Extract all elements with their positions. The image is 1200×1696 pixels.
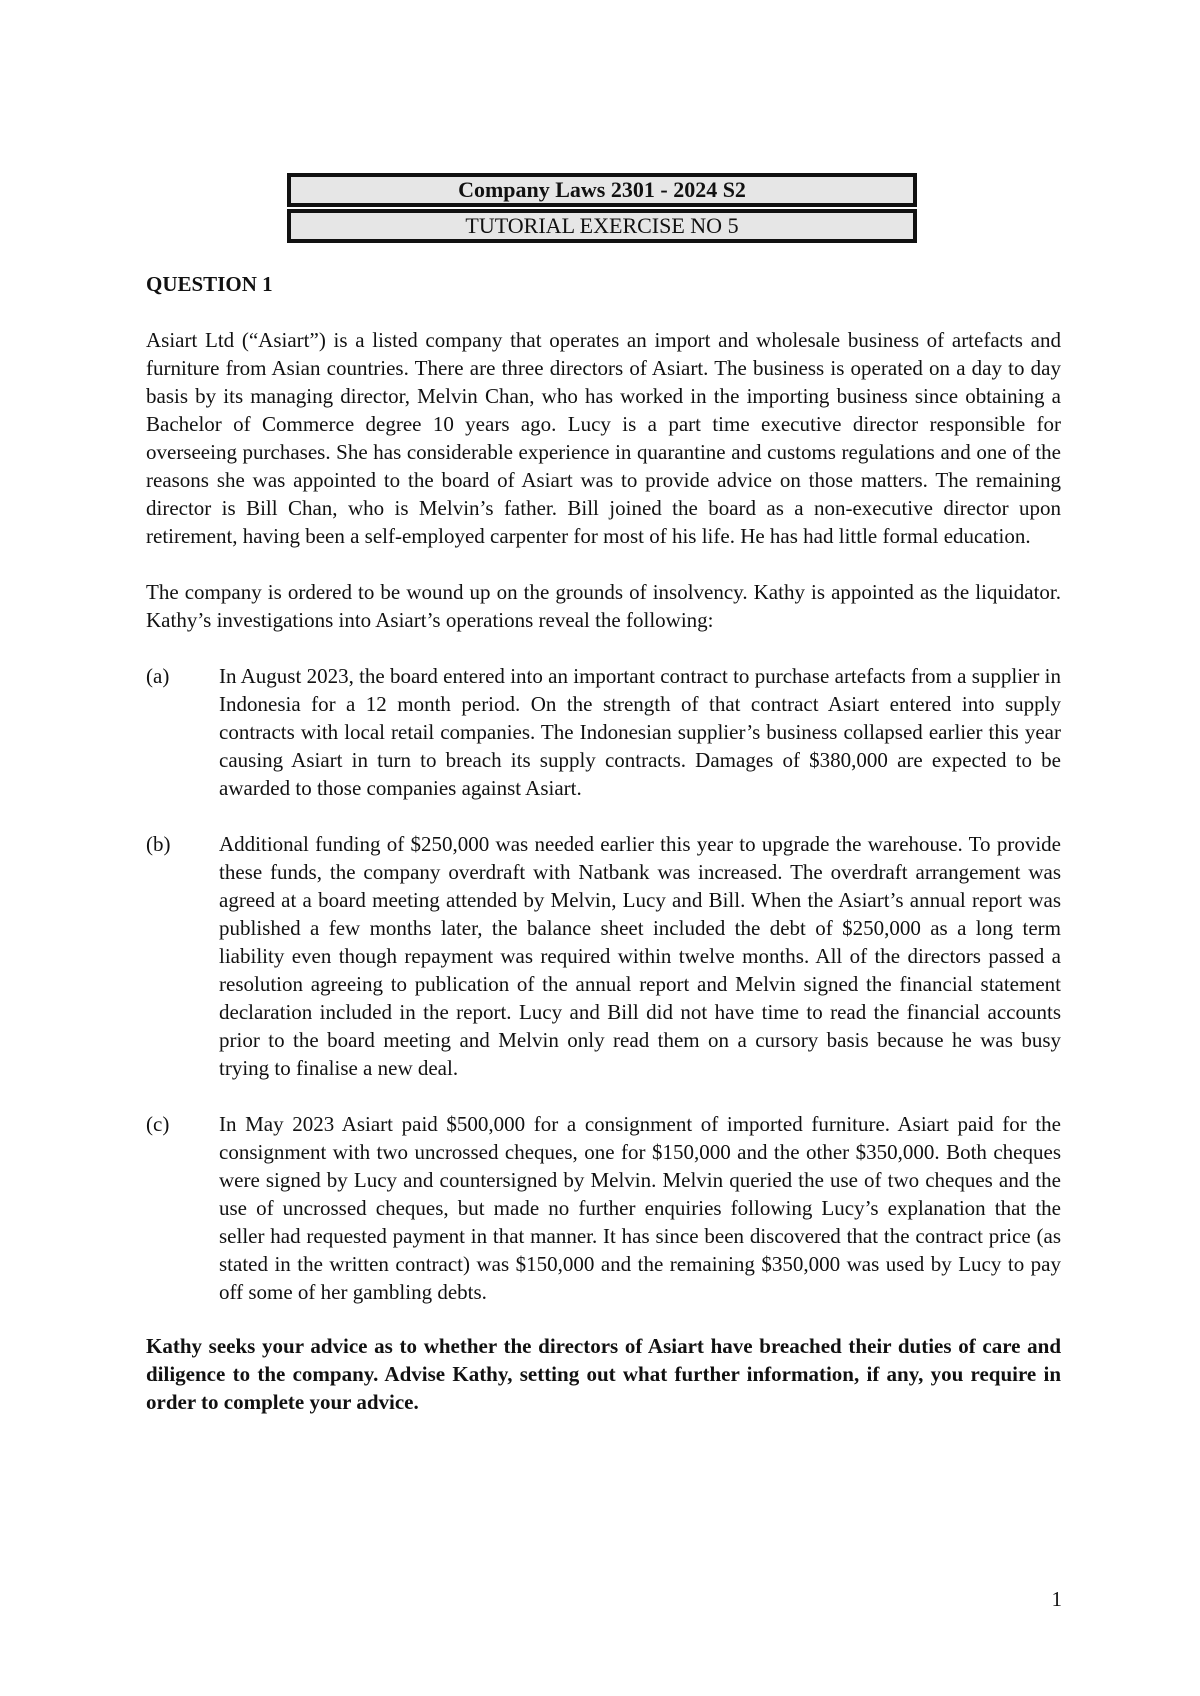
list-item xyxy=(146,830,1061,1082)
closing-instruction: Kathy seeks your advice as to whether the directors of Asiart have breached their duties of care and diligence to the company. Advise Kathy, setting out what further information, if any, you require in order to complete your advice. xyxy=(146,1334,1061,1414)
course-title: Company Laws 2301 - 2024 S2 xyxy=(287,173,917,207)
item-label: (c) xyxy=(146,1112,170,1136)
page-number: 1 xyxy=(1051,1587,1062,1611)
exercise-title: TUTORIAL EXERCISE NO 5 xyxy=(287,209,917,243)
context-paragraph: The company is ordered to be wound up on the grounds of insolvency. Kathy is appointed as the liquidator. Kathy’s investigations into Asiart’s operations reveal the following: xyxy=(146,580,1061,632)
intro-paragraph: Asiart Ltd (“Asiart”) is a listed company that operates an import and wholesale business of artefacts and furniture from Asian countries. There are three directors of Asiart. The business is operated on a day to day basis by its managing director, Melvin Chan, who has worked in the importing business since obtaining a Bachelor of Commerce degree 10 years ago. Lucy is a part time executive director responsible for overseeing purchases. She has considerable experience in quarantine and customs regulations and one of the reasons she was appointed to the board of Asiart was to provide advice on those matters. The remaining director is Bill Chan, who is Melvin’s father. Bill joined the board as a non-executive director upon retirement, having been a self-employed carpenter for most of his life. He has had little formal education. xyxy=(146,328,1061,548)
item-text: In August 2023, the board entered into an important contract to purchase artefacts from a supplier in Indonesia for a 12 month period. On the strength of that contract Asiart entered into supply contracts with local retail companies. The Indonesian supplier’s business collapsed earlier this year causing Asiart in turn to breach its supply contracts. Damages of $380,000 are expected to be awarded to those companies against Asiart. xyxy=(219,664,1061,800)
item-text: Additional funding of $250,000 was needed earlier this year to upgrade the warehouse. To provide these funds, the company overdraft with Natbank was increased. The overdraft arrangement was agreed at a board meeting attended by Melvin, Lucy and Bill. When the Asiart’s annual report was published a few months later, the balance sheet included the debt of $250,000 as a long term liability even though repayment was required within twelve months. All of the directors passed a resolution agreeing to publication of the annual report and Melvin signed the financial statement declaration included in the report. Lucy and Bill did not have time to read the financial accounts prior to the board meeting and Melvin only read them on a cursory basis because he was busy trying to finalise a new deal. xyxy=(219,832,1061,1080)
list-item xyxy=(146,662,1061,802)
list-item xyxy=(146,1110,1061,1306)
item-label: (b) xyxy=(146,832,171,856)
question-heading: QUESTION 1 xyxy=(146,272,273,296)
item-text: In May 2023 Asiart paid $500,000 for a consignment of imported furniture. Asiart paid for the consignment with two uncrossed cheques, one for $150,000 and the other $350,000. Both cheques were signed by Lucy and countersigned by Melvin. Melvin queried the use of two cheques and the use of uncrossed cheques, but made no further enquiries following Lucy’s explanation that the seller had requested payment in that manner. It has since been discovered that the contract price (as stated in the written contract) was $150,000 and the remaining $350,000 was used by Lucy to pay off some of her gambling debts. xyxy=(219,1112,1061,1304)
question-content xyxy=(146,270,1061,1437)
title-box xyxy=(287,173,917,243)
item-label: (a) xyxy=(146,664,170,688)
